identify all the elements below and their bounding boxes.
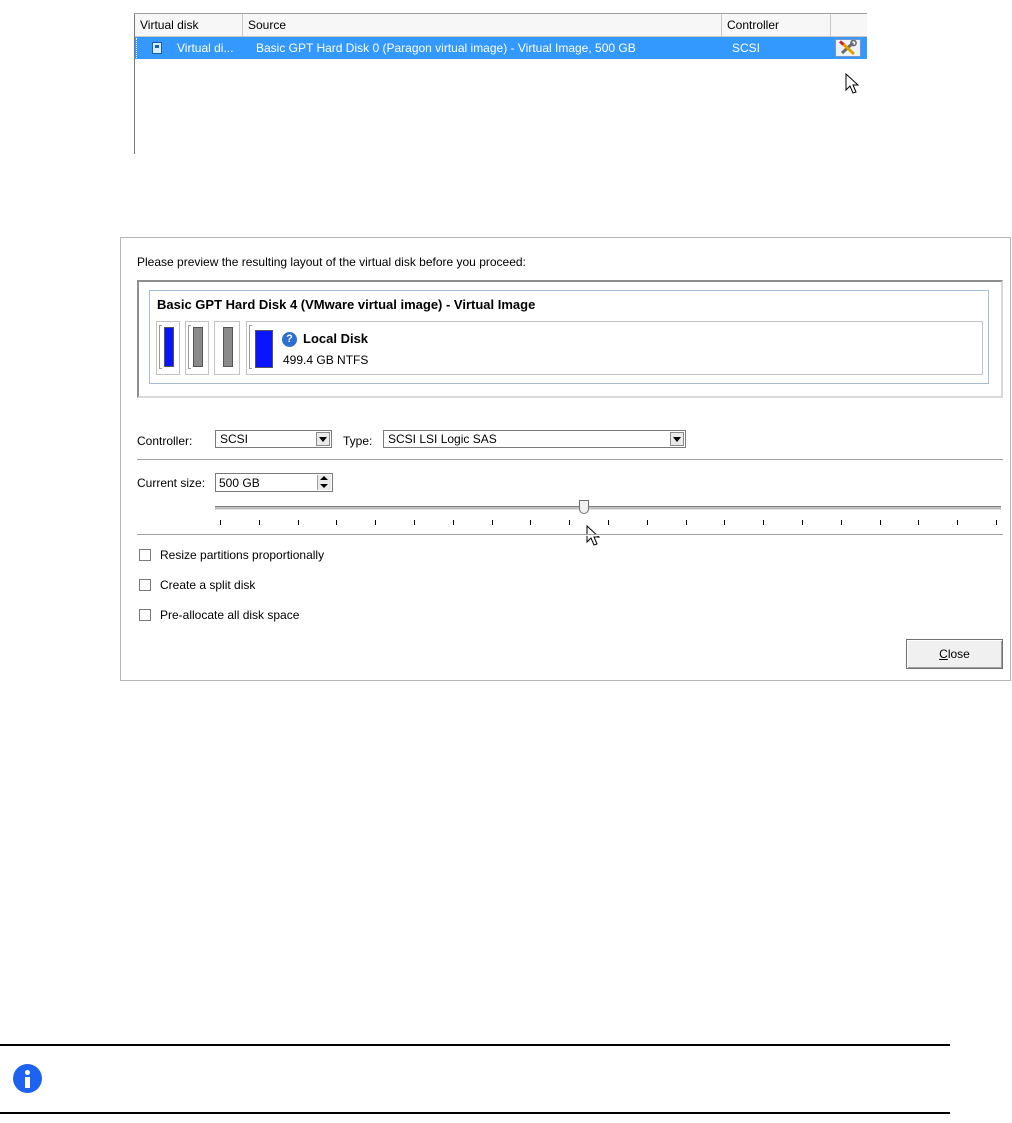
- partition-bracket: [159, 325, 162, 369]
- virtual-disk-icon: [152, 42, 162, 54]
- info-icon: [13, 1064, 42, 1093]
- wrench-screwdriver-icon: [836, 40, 860, 56]
- cell-virtual-disk: Virtual di...: [177, 41, 234, 55]
- column-header-actions: [831, 14, 867, 36]
- size-slider-thumb[interactable]: [579, 500, 589, 514]
- controller-value: SCSI: [220, 432, 249, 446]
- checkbox-box[interactable]: [139, 549, 151, 561]
- edit-disk-button[interactable]: [835, 39, 861, 57]
- close-mnemonic: C: [939, 647, 948, 661]
- spin-down-icon[interactable]: [320, 484, 328, 488]
- disk-title: Basic GPT Hard Disk 4 (VMware virtual image) - Virtual Image: [157, 297, 536, 312]
- slider-tick: [259, 520, 260, 525]
- help-icon: ?: [282, 332, 297, 347]
- current-size-value: 500 GB: [219, 476, 260, 490]
- size-slider-track[interactable]: [215, 506, 1001, 510]
- slider-tick: [880, 520, 881, 525]
- preview-prompt: Please preview the resulting layout of the virtual disk before you proceed:: [137, 255, 526, 269]
- slider-tick: [453, 520, 454, 525]
- volume-size: 499.4 GB NTFS: [283, 353, 369, 367]
- close-label-rest: lose: [947, 647, 970, 661]
- partition-block[interactable]: [214, 321, 240, 375]
- slider-tick: [298, 520, 299, 525]
- cell-source: Basic GPT Hard Disk 0 (Paragon virtual image) - Virtual Image, 500 GB: [256, 41, 636, 55]
- chevron-down-icon[interactable]: [316, 432, 330, 446]
- disk-layout-preview: [137, 280, 1003, 398]
- partition-bar: [255, 330, 273, 368]
- slider-tick: [336, 520, 337, 525]
- virtual-disk-dialog: [120, 237, 1011, 681]
- checkbox-box[interactable]: [139, 609, 151, 621]
- mouse-pointer-icon: [586, 525, 602, 547]
- table-row[interactable]: [135, 37, 867, 59]
- current-size-label: Current size:: [137, 476, 206, 490]
- divider: [137, 534, 1003, 536]
- chevron-down-icon[interactable]: [670, 432, 684, 446]
- slider-tick: [530, 520, 531, 525]
- slider-tick: [841, 520, 842, 525]
- partition-bar: [193, 327, 203, 367]
- note-bottom-rule: [0, 1112, 950, 1114]
- partition-bracket: [249, 325, 252, 369]
- virtual-disk-list[interactable]: [134, 13, 867, 154]
- slider-tick: [220, 520, 221, 525]
- divider: [137, 459, 1003, 461]
- partition-bar: [223, 327, 233, 367]
- partition-bracket: [188, 325, 191, 369]
- checkbox-box[interactable]: [139, 579, 151, 591]
- slider-tick: [724, 520, 725, 525]
- size-spinner[interactable]: [317, 475, 331, 490]
- slider-tick: [375, 520, 376, 525]
- spin-up-icon[interactable]: [320, 476, 328, 480]
- focus-indicator: [136, 38, 139, 58]
- checkbox-label[interactable]: Create a split disk: [160, 578, 256, 592]
- checkbox-label[interactable]: Resize partitions proportionally: [160, 548, 325, 562]
- cell-controller: SCSI: [732, 41, 761, 55]
- slider-tick: [957, 520, 958, 525]
- type-select[interactable]: [383, 430, 686, 448]
- column-header-virtual-disk[interactable]: Virtual disk: [135, 14, 243, 36]
- type-label: Type:: [343, 434, 373, 448]
- slider-tick: [763, 520, 764, 525]
- note-top-rule: [0, 1044, 950, 1046]
- disk-panel: [149, 290, 989, 384]
- controller-label: Controller:: [137, 434, 193, 448]
- controller-select[interactable]: [215, 430, 332, 448]
- slider-tick: [569, 520, 570, 525]
- type-value: SCSI LSI Logic SAS: [388, 432, 497, 446]
- partition-bar: [164, 327, 174, 367]
- column-header-source[interactable]: Source: [243, 14, 722, 36]
- slider-tick: [802, 520, 803, 525]
- slider-tick: [647, 520, 648, 525]
- slider-ticks: [215, 520, 1001, 526]
- partition-block[interactable]: [156, 321, 180, 375]
- partition-local-disk[interactable]: [246, 321, 983, 375]
- slider-tick: [608, 520, 609, 525]
- slider-tick: [686, 520, 687, 525]
- partition-block[interactable]: [185, 321, 209, 375]
- slider-tick: [492, 520, 493, 525]
- current-size-input[interactable]: [215, 473, 333, 492]
- close-button[interactable]: [906, 639, 1003, 669]
- slider-tick: [996, 520, 997, 525]
- checkbox-label[interactable]: Pre-allocate all disk space: [160, 608, 300, 622]
- column-header-controller[interactable]: Controller: [722, 14, 831, 36]
- mouse-pointer-icon: [845, 73, 861, 95]
- slider-tick: [414, 520, 415, 525]
- volume-name: Local Disk: [303, 331, 369, 346]
- list-header: [135, 14, 867, 37]
- slider-tick: [918, 520, 919, 525]
